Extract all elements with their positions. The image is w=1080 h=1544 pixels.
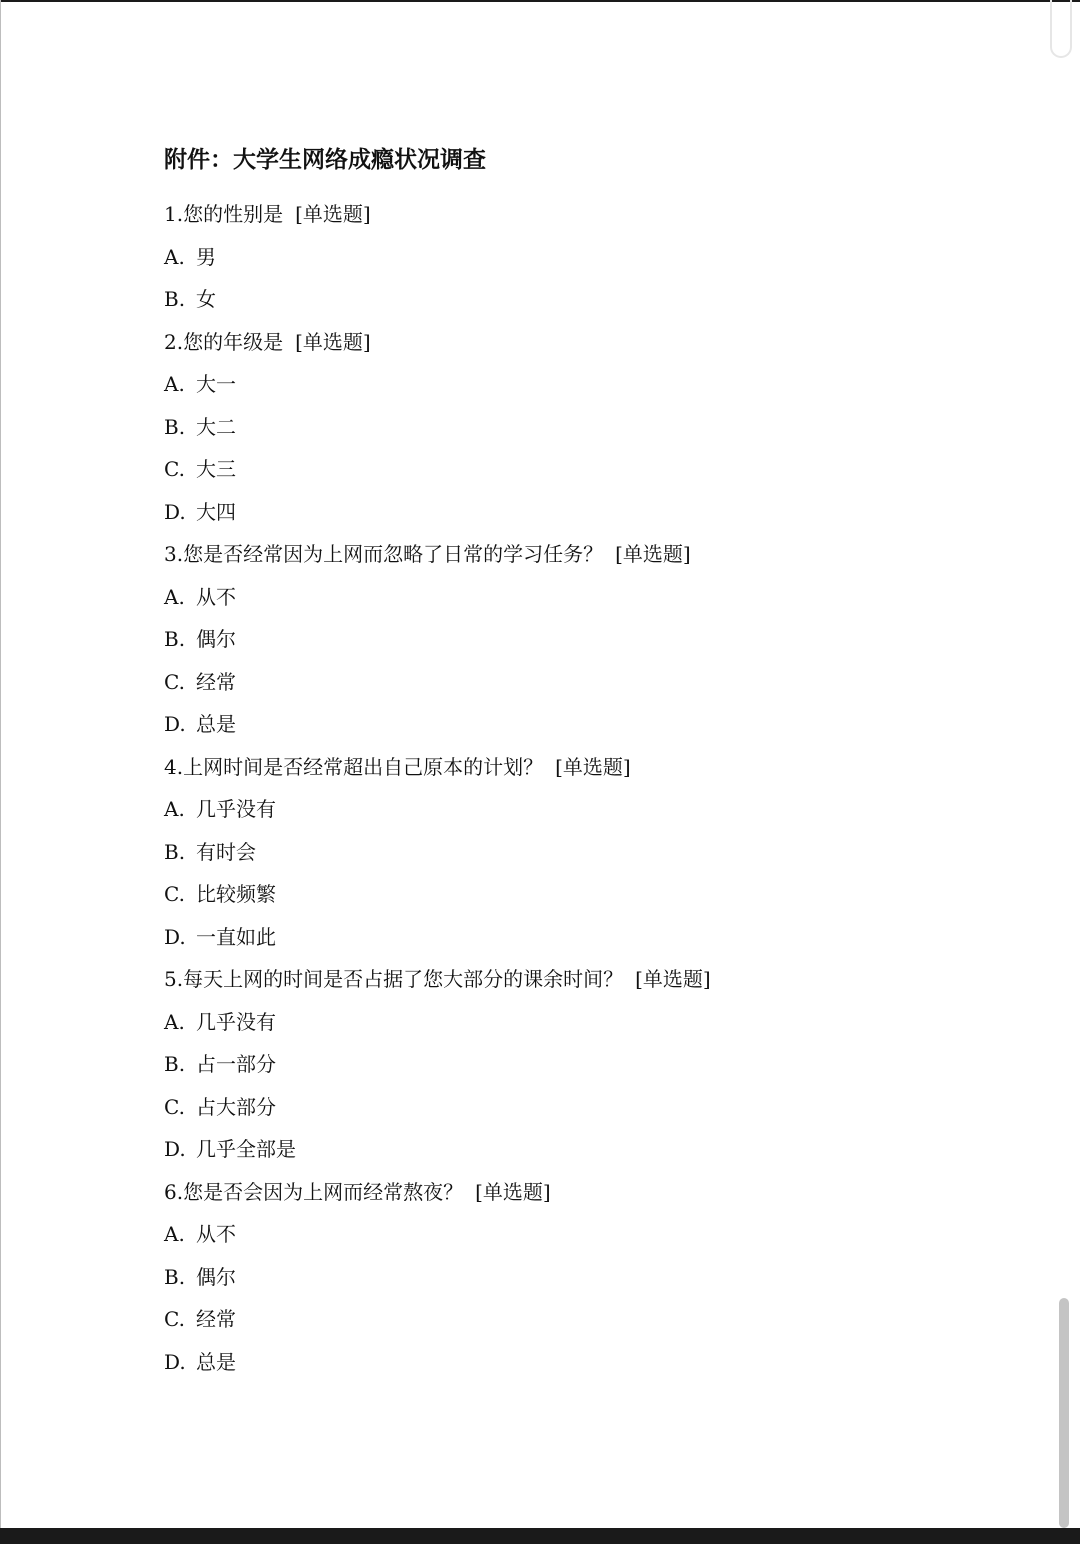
option-item[interactable] xyxy=(164,406,1024,449)
question-type-tag: [单选题] xyxy=(475,1179,551,1204)
option-letter: C. xyxy=(164,669,185,694)
option-text: 比较频繁 xyxy=(196,882,276,906)
option-item[interactable] xyxy=(164,618,1024,661)
option-item[interactable] xyxy=(164,278,1024,321)
option-text: 有时会 xyxy=(196,839,256,864)
option-text: 大二 xyxy=(196,414,236,439)
option-text: 经常 xyxy=(196,1307,236,1331)
option-letter: B. xyxy=(164,839,186,864)
option-text: 经常 xyxy=(196,669,236,694)
option-text: 大四 xyxy=(196,499,236,524)
option-text: 偶尔 xyxy=(196,627,236,651)
option-letter: C. xyxy=(164,1094,185,1119)
top-handle[interactable] xyxy=(1050,0,1072,58)
question-text: 6.您是否会因为上网而经常熬夜？ xyxy=(164,1179,464,1204)
question-type-tag: [单选题] xyxy=(615,542,691,566)
option-item[interactable] xyxy=(164,831,1024,874)
option-letter: D. xyxy=(164,1349,186,1374)
option-letter: B. xyxy=(164,287,186,311)
option-text: 男 xyxy=(196,244,216,269)
option-item[interactable] xyxy=(164,1213,1024,1256)
option-text: 总是 xyxy=(196,1349,236,1374)
option-text: 占大部分 xyxy=(196,1094,276,1119)
option-text: 总是 xyxy=(196,712,236,736)
document-title: 附件：大学生网络成瘾状况调查 xyxy=(164,147,486,173)
question-text: 5.每天上网的时间是否占据了您大部分的课余时间？ xyxy=(164,967,624,991)
option-letter: B. xyxy=(164,1264,186,1289)
option-letter: B. xyxy=(164,414,186,439)
option-letter: A. xyxy=(164,244,185,269)
option-text: 大三 xyxy=(196,457,236,481)
option-item[interactable] xyxy=(164,703,1024,746)
option-text: 女 xyxy=(196,287,216,311)
question-type-tag: [单选题] xyxy=(555,754,631,779)
option-letter: C. xyxy=(164,882,185,906)
question-type-tag: [单选题] xyxy=(295,202,371,226)
page-left-edge xyxy=(0,0,1,1528)
question-type-tag: [单选题] xyxy=(635,967,711,991)
option-item[interactable] xyxy=(164,916,1024,959)
option-text: 一直如此 xyxy=(196,924,276,949)
question-list xyxy=(164,193,1024,1383)
option-letter: C. xyxy=(164,1307,185,1331)
option-text: 大一 xyxy=(196,372,236,396)
question-type-tag: [单选题] xyxy=(295,329,371,354)
option-letter: D. xyxy=(164,1137,186,1161)
question-text: 1.您的性别是 xyxy=(164,202,284,226)
option-text: 从不 xyxy=(196,584,236,609)
option-letter: A. xyxy=(164,584,185,609)
option-item[interactable] xyxy=(164,1001,1024,1044)
question-6 xyxy=(164,1171,1024,1214)
option-letter: A. xyxy=(164,372,185,396)
option-item[interactable] xyxy=(164,1298,1024,1341)
option-letter: A. xyxy=(164,797,185,821)
option-item[interactable] xyxy=(164,1043,1024,1086)
option-letter: D. xyxy=(164,499,186,524)
option-text: 占一部分 xyxy=(196,1052,276,1076)
option-item[interactable] xyxy=(164,1341,1024,1384)
option-item[interactable] xyxy=(164,1128,1024,1171)
option-text: 偶尔 xyxy=(196,1264,236,1289)
option-text: 几乎全部是 xyxy=(196,1137,296,1161)
option-letter: B. xyxy=(164,1052,186,1076)
document-page xyxy=(164,138,1024,1383)
scrollbar-thumb[interactable] xyxy=(1059,1298,1069,1528)
option-letter: B. xyxy=(164,627,186,651)
question-3 xyxy=(164,533,1024,576)
question-text: 3.您是否经常因为上网而忽略了日常的学习任务？ xyxy=(164,542,604,566)
question-2 xyxy=(164,321,1024,364)
option-item[interactable] xyxy=(164,236,1024,279)
option-text: 几乎没有 xyxy=(196,797,276,821)
option-text: 从不 xyxy=(196,1222,236,1246)
option-item[interactable] xyxy=(164,788,1024,831)
option-letter: A. xyxy=(164,1222,185,1246)
question-1 xyxy=(164,193,1024,236)
option-item[interactable] xyxy=(164,576,1024,619)
option-item[interactable] xyxy=(164,1086,1024,1129)
option-item[interactable] xyxy=(164,491,1024,534)
option-letter: A. xyxy=(164,1009,185,1034)
top-edge xyxy=(0,0,1080,2)
option-item[interactable] xyxy=(164,1256,1024,1299)
option-letter: D. xyxy=(164,924,186,949)
question-text: 4.上网时间是否经常超出自己原本的计划？ xyxy=(164,754,544,779)
question-text: 2.您的年级是 xyxy=(164,329,284,354)
question-5 xyxy=(164,958,1024,1001)
question-4 xyxy=(164,746,1024,789)
option-text: 几乎没有 xyxy=(196,1009,276,1034)
option-item[interactable] xyxy=(164,363,1024,406)
option-letter: C. xyxy=(164,457,185,481)
option-letter: D. xyxy=(164,712,186,736)
option-item[interactable] xyxy=(164,661,1024,704)
option-item[interactable] xyxy=(164,873,1024,916)
bottom-bar xyxy=(0,1528,1080,1544)
option-item[interactable] xyxy=(164,448,1024,491)
